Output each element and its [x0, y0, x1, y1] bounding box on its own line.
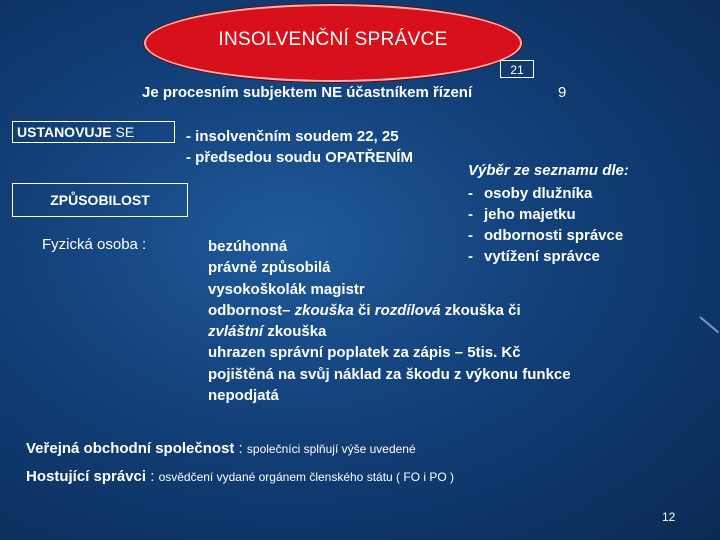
hostujici-sep: :	[146, 468, 159, 485]
page-number: 12	[662, 510, 676, 524]
condition-line	[208, 321, 628, 342]
hostujici-detail: osvědčení vydané orgánem členského státu ( FO i PO )	[158, 470, 455, 484]
condition-text: zkouška	[263, 323, 327, 341]
condition-line: uhrazen správní poplatek za zápis – 5tis. Kč	[208, 344, 521, 362]
condition-text: či	[353, 301, 375, 319]
answer-number: 9	[558, 84, 567, 101]
condition-line: pojištěná na svůj náklad za škodu z výkonu funkce	[208, 365, 571, 383]
question-text: Je procesním subjektem NE účastníkem řízení	[142, 84, 473, 101]
conditions-list	[208, 236, 628, 406]
vyber-item-text: osoby dlužníka	[484, 185, 593, 202]
condition-text: odbornost–	[208, 301, 295, 319]
zpusobilost-label-box: ZPŮSOBILOST	[12, 183, 188, 217]
vyber-title: Výběr ze seznamu dle:	[468, 162, 629, 179]
verejna-sep: :	[234, 440, 247, 457]
hostujici-spravci-line	[26, 468, 454, 485]
decorative-line	[699, 316, 719, 333]
ustanovuje-label-box	[12, 121, 175, 143]
ustanovuje-label-suffix: SE	[111, 124, 135, 140]
condition-line: nepodjatá	[208, 387, 279, 405]
vyber-item-text: vytížení správce	[484, 248, 600, 265]
condition-text-italic: rozdílová	[374, 301, 441, 319]
vyber-item-text: odbornosti správce	[484, 227, 624, 244]
condition-line: bezúhonná	[208, 238, 288, 255]
vyber-item: - vytížení správce	[468, 248, 600, 265]
condition-text-italic: zvláštní	[208, 323, 264, 341]
ustanovuje-label: USTANOVUJE	[17, 124, 112, 140]
condition-text: zkouška či	[440, 301, 521, 319]
section-number-box: 21	[500, 60, 534, 78]
condition-line: právně způsobilá	[208, 259, 331, 277]
fyzicka-label-text: Fyzická osoba	[42, 236, 138, 253]
vyber-item: - jeho majetku	[468, 206, 576, 223]
verejna-label: Veřejná obchodní společnost	[26, 440, 235, 457]
fyzicka-colon: :	[137, 236, 147, 253]
vyber-item-text: jeho majetku	[484, 206, 576, 223]
ustanovuje-line: - insolvenčním soudem 22, 25	[186, 128, 399, 145]
vyber-item: - odbornosti správce	[468, 227, 624, 244]
condition-line: vysokoškolák magistr	[208, 280, 365, 298]
hostujici-label: Hostující správci	[26, 468, 147, 485]
condition-text-italic: zkouška	[294, 301, 354, 319]
condition-line	[208, 300, 628, 321]
verejna-spolecnost-line	[26, 440, 416, 457]
verejna-detail: společníci splňují výše uvedené	[246, 442, 416, 456]
ustanovuje-line: - předsedou soudu OPATŘENÍM	[186, 149, 413, 166]
fyzicka-osoba-label	[42, 236, 146, 253]
slide-title: INSOLVENČNÍ SPRÁVCE	[218, 29, 448, 50]
vyber-item: - osoby dlužníka	[468, 185, 593, 202]
ustanovuje-list	[186, 126, 413, 168]
